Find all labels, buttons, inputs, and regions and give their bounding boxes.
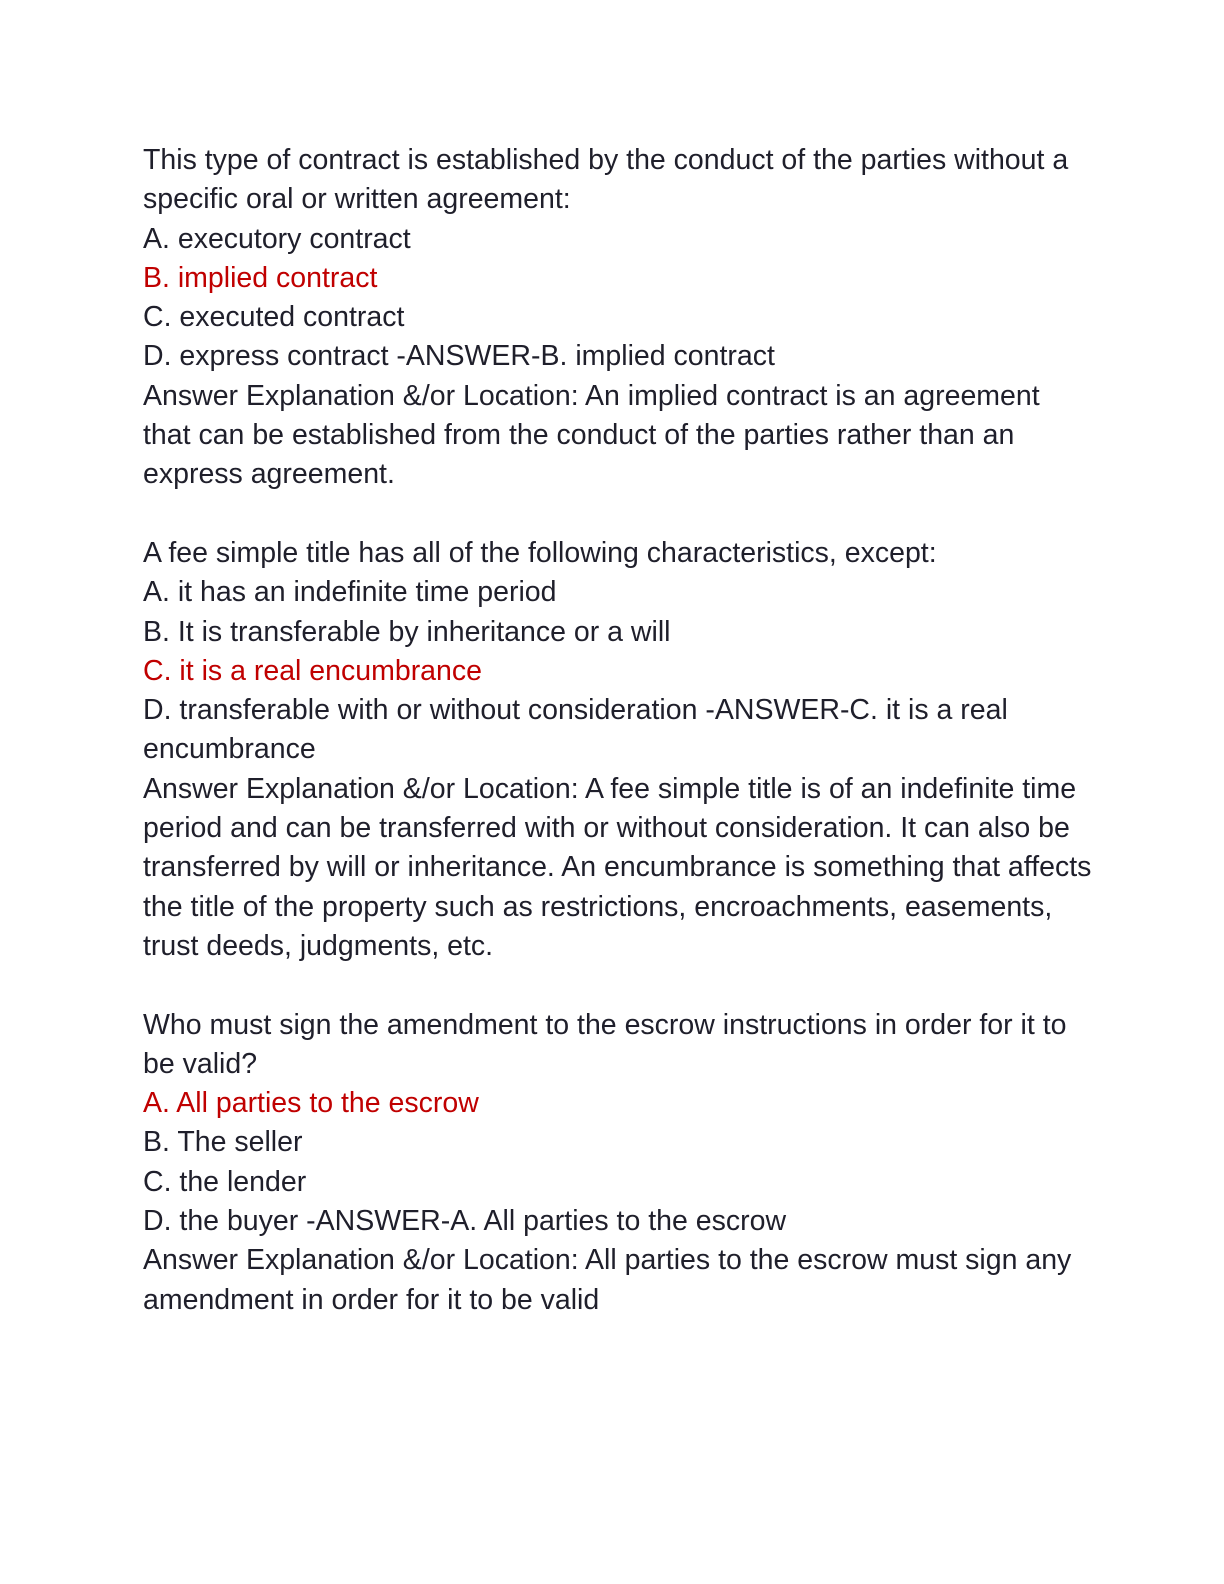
document-page	[143, 141, 1100, 1359]
question-block	[143, 1006, 1093, 1320]
question-prompt: This type of contract is established by the conduct of the parties without a specific oral or written agreement:	[143, 144, 1077, 216]
answer-explanation: Answer Explanation &/or Location: A fee simple title is of an indefinite time period and can be transferred with or without consideration. It can also be transferred by will or inheritance. An encumbrance is something that affects the title of the property such as restrictions, encroachments, easements, trust deeds, judgments, etc.	[143, 772, 1100, 962]
answer-option: C. the lender	[143, 1165, 307, 1198]
question-prompt: Who must sign the amendment to the escrow instructions in order for it to be valid?	[143, 1008, 1075, 1080]
answer-option: C. executed contract	[143, 301, 405, 334]
answer-option: A. it has an indefinite time period	[143, 576, 557, 609]
answer-option: B. It is transferable by inheritance or a will	[143, 615, 671, 648]
answer-option: A. executory contract	[143, 222, 411, 255]
answer-option-correct: C. it is a real encumbrance	[143, 654, 482, 687]
answer-explanation: Answer Explanation &/or Location: All parties to the escrow must sign any amendment in order for it to be valid	[143, 1244, 1080, 1316]
answer-option: D. the buyer -ANSWER-A. All parties to the escrow	[143, 1205, 787, 1238]
answer-explanation: Answer Explanation &/or Location: An implied contract is an agreement that can be established from the conduct of the parties rather than an express agreement.	[143, 379, 1048, 491]
answer-option: D. express contract -ANSWER-B. implied contract	[143, 340, 775, 373]
question-prompt: A fee simple title has all of the following characteristics, except:	[143, 536, 937, 569]
answer-option: B. The seller	[143, 1126, 303, 1159]
answer-option: D. transferable with or without consideration -ANSWER-C. it is a real encumbrance	[143, 694, 1016, 766]
question-block	[143, 534, 1100, 966]
answer-option-correct: B. implied contract	[143, 261, 378, 294]
answer-option-correct: A. All parties to the escrow	[143, 1087, 479, 1120]
question-block	[143, 141, 1093, 495]
